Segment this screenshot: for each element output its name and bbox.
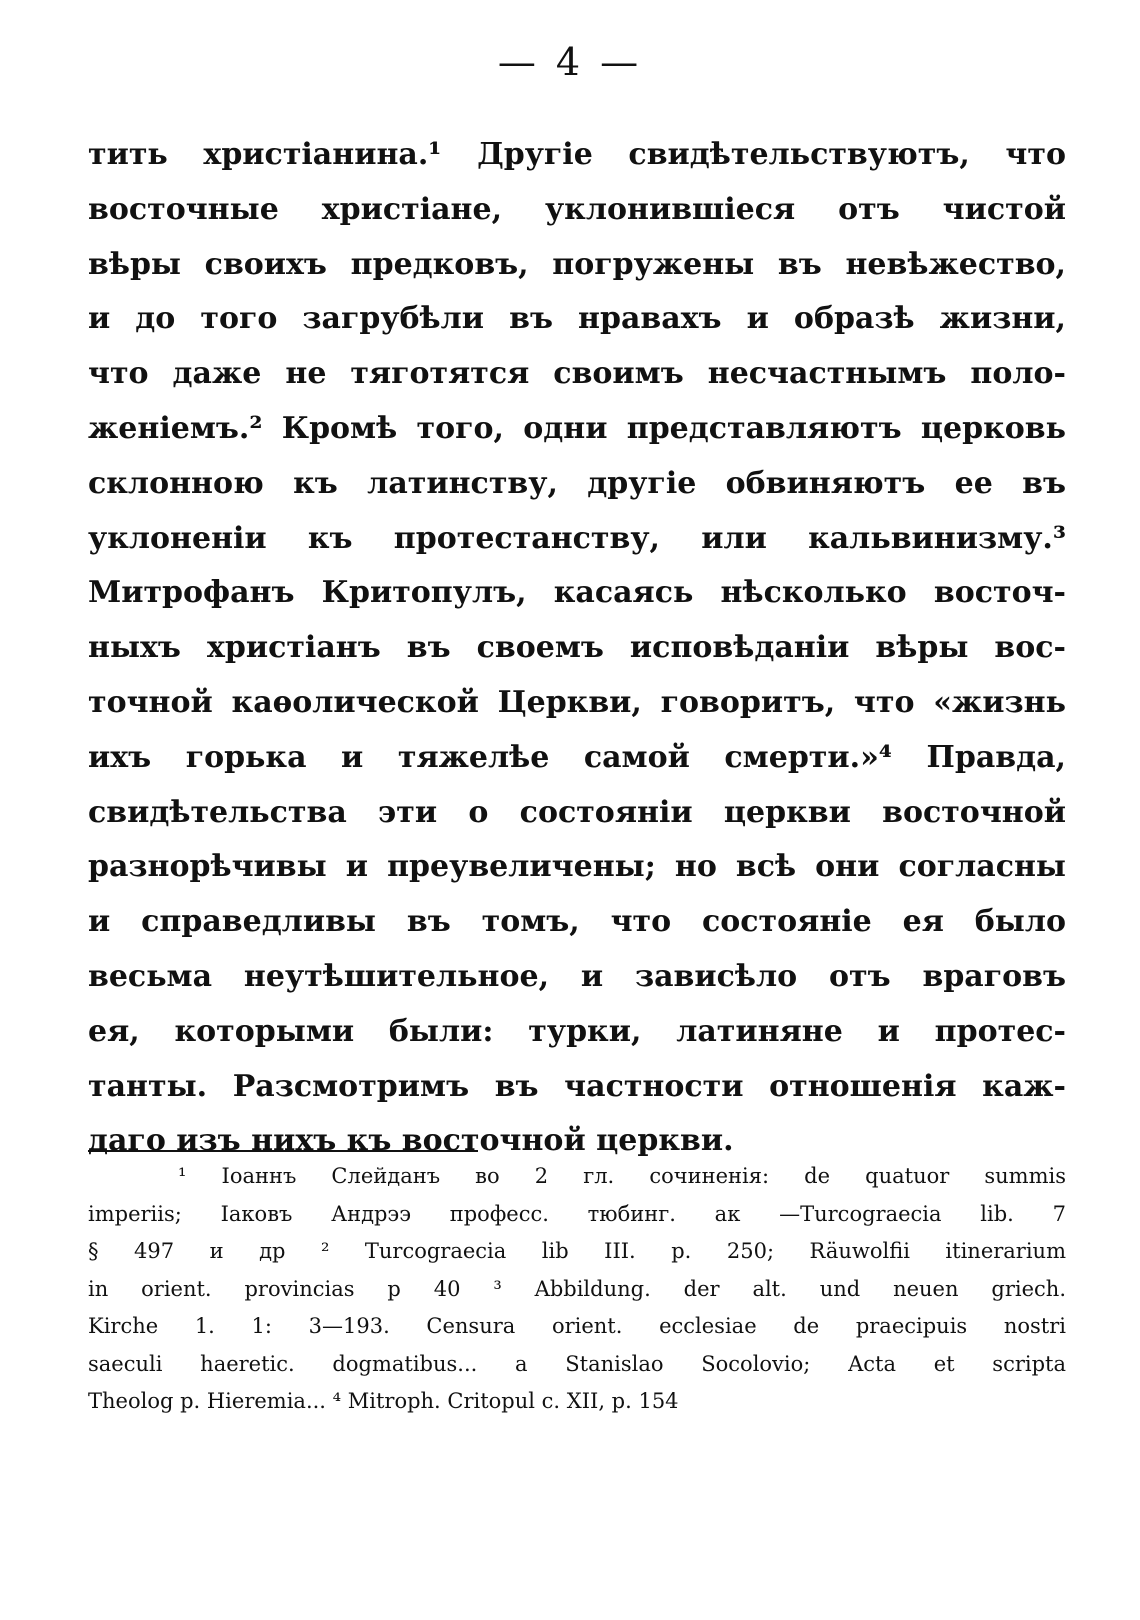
footnote-line: Kirche 1. 1: 3—193. Censura orient. ecclesiae de praecipuis nostri — [88, 1314, 1066, 1338]
body-line: склонною къ латинству, другіе обвиняютъ ее въ — [88, 465, 1066, 501]
footnotes — [88, 1158, 1066, 1421]
footnote-line: imperiis; Іаковъ Андрээ професс. тюбинг. ак —Turcograecia lib. 7 — [88, 1201, 1066, 1226]
body-line: весьма неутѣшительное, и зависѣло отъ враговъ — [88, 958, 1066, 994]
footnote-divider — [88, 1150, 478, 1152]
footnote-line: ¹ Іоаннъ Слейданъ во 2 гл. сочиненія: de quatuor summis — [178, 1164, 1066, 1188]
body-line: вѣры своихъ предковъ, погружены въ невѣжество, — [88, 246, 1066, 282]
body-line: ныхъ христіанъ въ своемъ исповѣданіи вѣры вос- — [88, 630, 1066, 666]
page-number: — 4 — — [497, 40, 643, 84]
body-line: танты. Разсмотримъ въ частности отношенія каж- — [88, 1068, 1066, 1104]
body-line: восточные христіане, уклонившіеся отъ чистой — [88, 191, 1066, 227]
body-line: и справедливы въ томъ, что состояніе ея было — [88, 904, 1066, 940]
body-line: ихъ горька и тяжелѣе самой смерти.»⁴ Правда, — [88, 739, 1066, 775]
body-line: даго изъ нихъ къ восточной церкви. — [88, 1123, 734, 1159]
body-line: и до того загрубѣли въ нравахъ и образѣ жизни, — [88, 301, 1066, 337]
footnote-line: in orient. provincias p 40 ³ Abbildung. der alt. und neuen griech. — [88, 1276, 1066, 1301]
body-line: свидѣтельства эти о состояніи церкви восточной — [88, 794, 1066, 830]
body-line: точной каѳолической Церкви, говоритъ, что «жизнь — [88, 684, 1066, 720]
body-line: уклоненіи къ протестанству, или кальвинизму.³ — [88, 520, 1066, 556]
body-line: что даже не тяготятся своимъ несчастнымъ поло- — [88, 356, 1066, 392]
footnote-line: saeculi haeretic. dogmatibus... a Stanislao Socolovio; Acta et scripta — [88, 1351, 1066, 1376]
body-text — [88, 128, 1066, 1169]
body-line: тить христіанина.¹ Другіе свидѣтельствуютъ, что — [88, 137, 1066, 172]
body-line: ея, которыми были: турки, латиняне и протес- — [88, 1013, 1066, 1049]
body-line: Митрофанъ Критопулъ, касаясь нѣсколько восточ- — [88, 575, 1066, 611]
body-line: разнорѣчивы и преувеличены; но всѣ они согласны — [88, 849, 1066, 885]
body-line: женіемъ.² Кромѣ того, одни представляютъ церковь — [88, 410, 1066, 446]
footnote-line: § 497 и др ² Turcograecia lib III. p. 250; Räuwolfii itinerarium — [88, 1239, 1066, 1263]
footnote-line: Theolog p. Hieremia... ⁴ Mitroph. Critopul c. XII, p. 154 — [88, 1389, 679, 1413]
